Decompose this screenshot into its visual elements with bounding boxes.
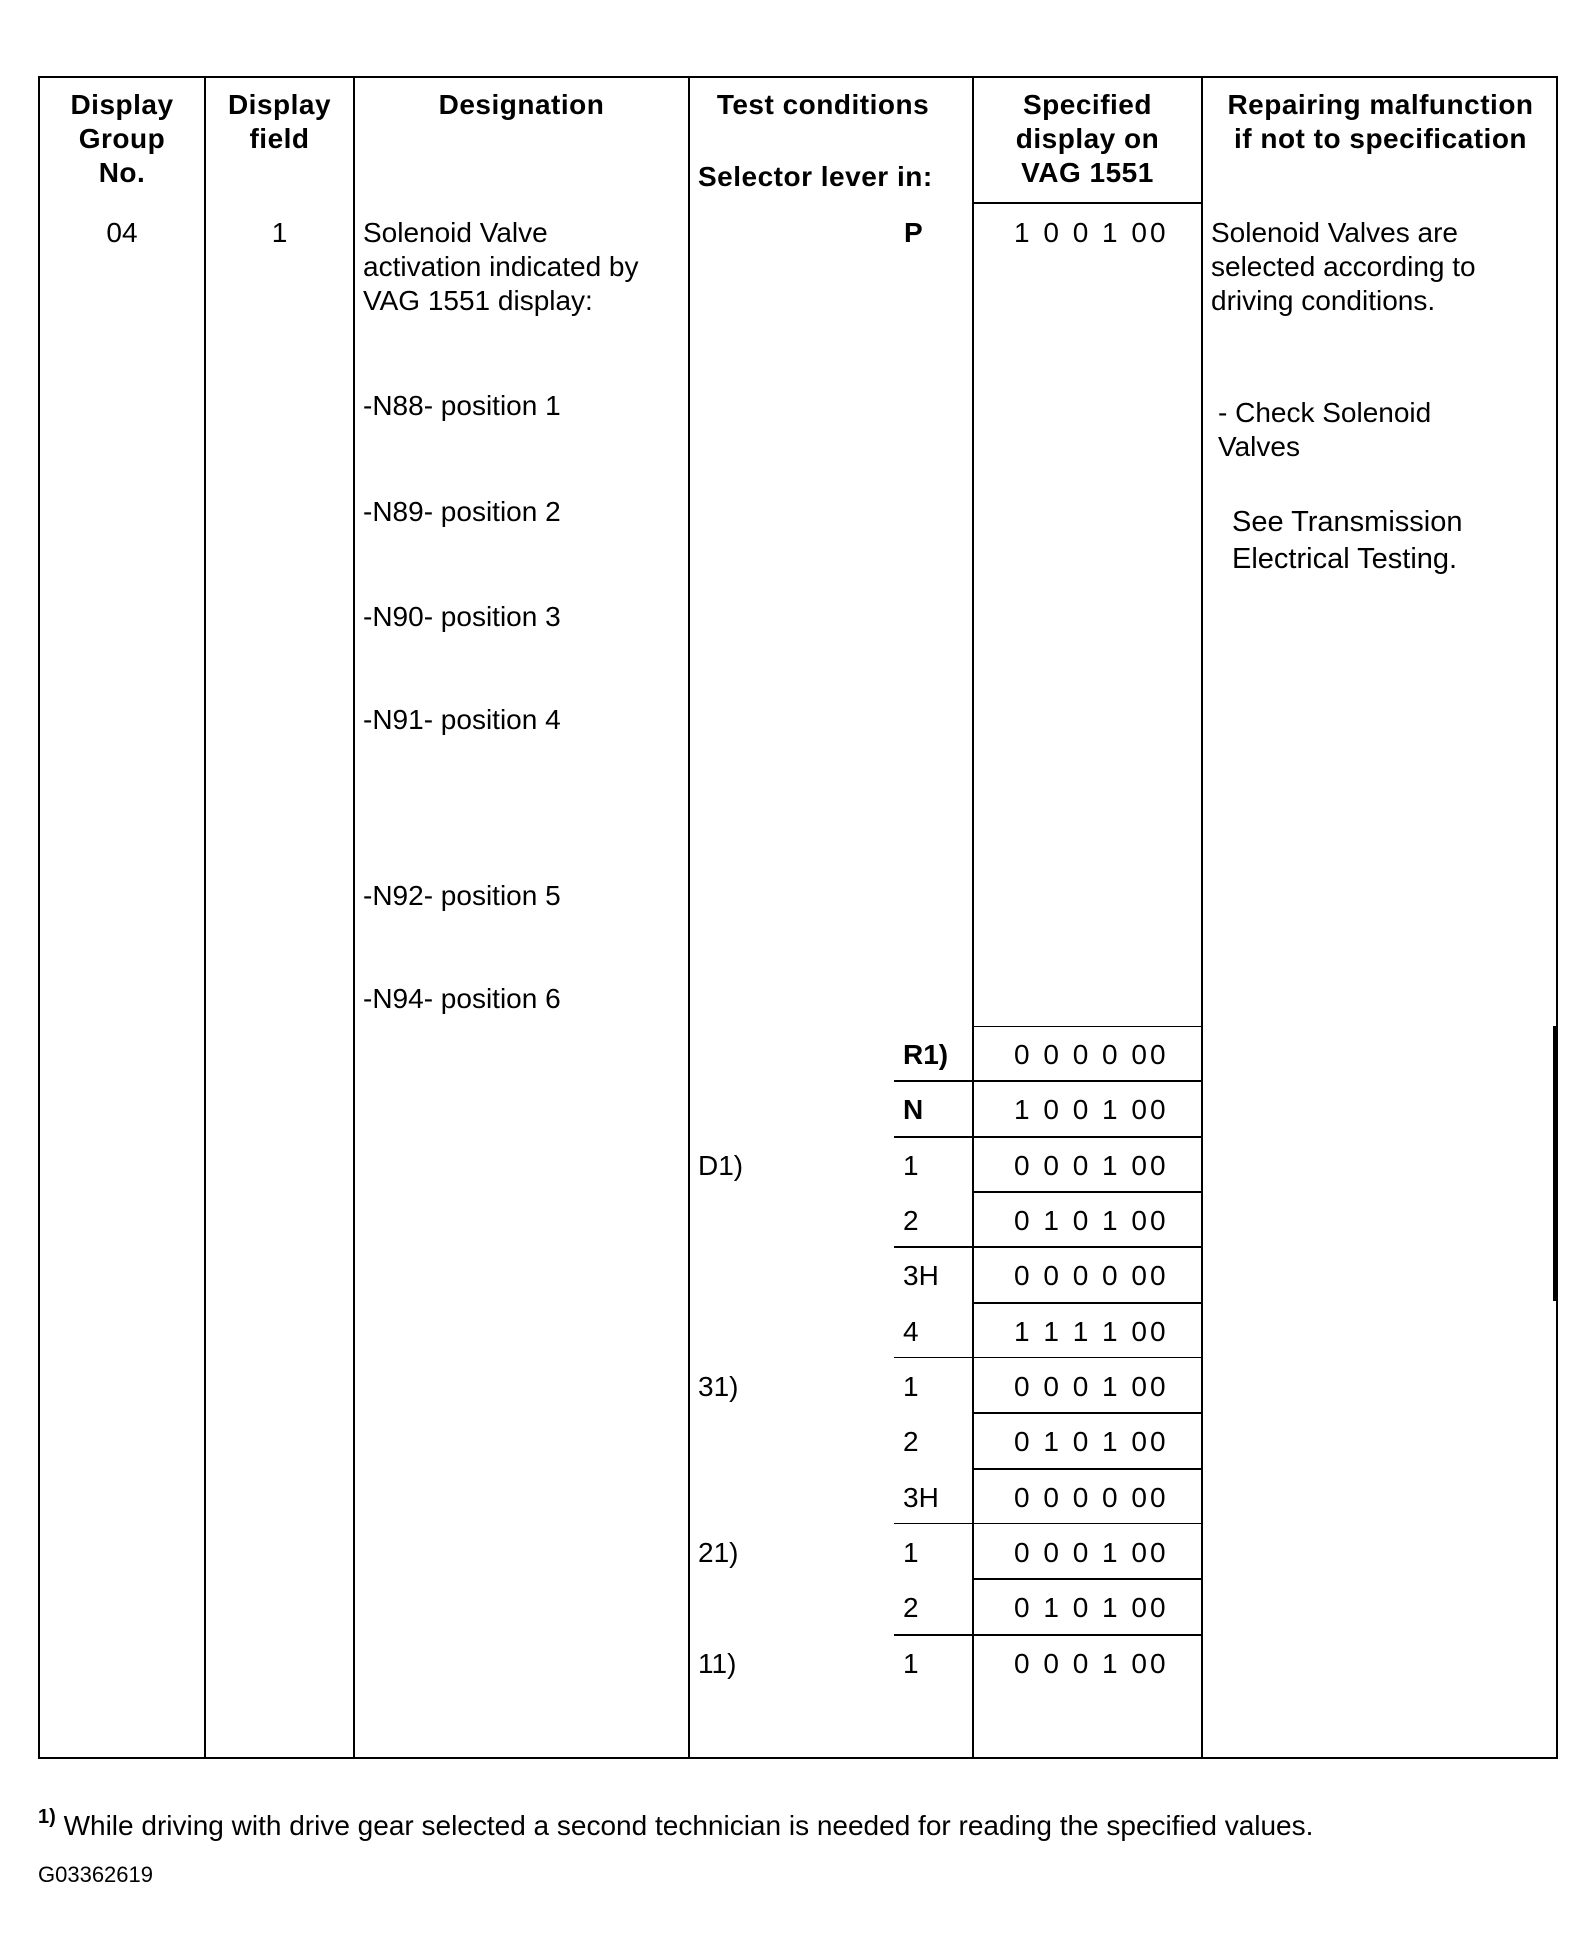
- display-value-d-1: 0 0 0 1 00: [1014, 1150, 1169, 1181]
- header-repair: Repairing malfunction if not to specification: [1227, 89, 1534, 154]
- row-rule-d1-3h: [894, 1246, 1201, 1248]
- row-rule-n: [894, 1080, 1201, 1082]
- header-test-conditions: Test conditions: [716, 89, 930, 120]
- display-value-2-2: 0 1 0 1 00: [1014, 1592, 1169, 1623]
- row-rule-d1: [894, 1136, 1201, 1138]
- display-field: 1: [271, 217, 288, 248]
- display-value-2-1: 0 0 0 1 00: [1014, 1537, 1169, 1568]
- display-value-d-3h: 0 0 0 0 00: [1014, 1260, 1169, 1291]
- selector-group-d: D1): [698, 1150, 744, 1181]
- spec-table: [38, 76, 1558, 1759]
- selector-gear-1-1: 1: [903, 1648, 919, 1679]
- designation-n92: -N92- position 5: [363, 880, 561, 911]
- display-value-d-4: 1 1 1 1 00: [1014, 1316, 1169, 1347]
- selector-group-2: 21): [698, 1537, 739, 1568]
- col-divider-2: [353, 76, 355, 1759]
- selector-gear-d-3h: 3H: [903, 1260, 939, 1291]
- designation-n94: -N94- position 6: [363, 983, 561, 1014]
- row-rule-3-3h: [972, 1468, 1201, 1470]
- designation-n90: -N90- position 3: [363, 601, 561, 632]
- selector-group-3: 31): [698, 1371, 739, 1402]
- selector-gear-n: N: [903, 1094, 924, 1125]
- display-value-3-2: 0 1 0 1 00: [1014, 1426, 1169, 1457]
- header-rule: [972, 202, 1201, 204]
- selector-gear-3-2: 2: [903, 1426, 919, 1457]
- figure-id: G03362619: [38, 1862, 153, 1887]
- header-group-no: Display Group No.: [70, 89, 174, 188]
- header-designation: Designation: [438, 89, 605, 120]
- designation-n89: -N89- position 2: [363, 496, 561, 527]
- display-value-3-1: 0 0 0 1 00: [1014, 1371, 1169, 1402]
- display-value-p: 1 0 0 1 00: [1014, 217, 1169, 248]
- footnote: [38, 1806, 1313, 1842]
- row-rule-r: [972, 1026, 1201, 1027]
- footnote-text: While driving with drive gear selected a second technician is needed for reading the specified values.: [55, 1810, 1314, 1841]
- row-rule-2-1: [894, 1523, 1201, 1524]
- row-rule-d1-2: [972, 1191, 1201, 1193]
- group-number: 04: [106, 217, 138, 248]
- display-value-3-3h: 0 0 0 0 00: [1014, 1482, 1169, 1513]
- designation-n91: -N91- position 4: [363, 704, 561, 735]
- display-value-1-1: 0 0 0 1 00: [1014, 1648, 1169, 1679]
- col-divider-5: [1201, 76, 1203, 1759]
- repair-note: Solenoid Valves are selected according to driving conditions.: [1211, 217, 1476, 316]
- col-divider-4: [972, 76, 974, 1759]
- row-rule-3-1: [894, 1357, 1201, 1358]
- repair-see-testing: See Transmission Electrical Testing.: [1232, 506, 1463, 575]
- selector-gear-2-2: 2: [903, 1592, 919, 1623]
- selector-gear-2-1: 1: [903, 1537, 919, 1568]
- row-rule-2-2: [972, 1578, 1201, 1580]
- selector-gear-r: R1): [903, 1039, 949, 1070]
- display-value-d-2: 0 1 0 1 00: [1014, 1205, 1169, 1236]
- selector-gear-d-4: 4: [903, 1316, 919, 1347]
- selector-gear-d-2: 2: [903, 1205, 919, 1236]
- selector-group-1: 11): [698, 1648, 737, 1679]
- selector-gear-p: P: [904, 217, 923, 248]
- display-value-r: 0 0 0 0 00: [1014, 1039, 1169, 1070]
- selector-gear-d-1: 1: [903, 1150, 919, 1181]
- row-rule-3-2: [972, 1412, 1201, 1414]
- row-rule-1-1: [894, 1634, 1201, 1636]
- col-divider-3: [688, 76, 690, 1759]
- right-edge-accent: [1553, 1026, 1556, 1301]
- footnote-marker: 1): [38, 1806, 56, 1828]
- repair-check-valves: - Check Solenoid Valves: [1218, 397, 1432, 462]
- designation-intro: Solenoid Valve activation indicated by VAG 1551 display:: [363, 217, 639, 316]
- col-divider-1: [204, 76, 206, 1759]
- designation-n88: -N88- position 1: [363, 390, 561, 421]
- header-selector-lever: Selector lever in:: [698, 161, 933, 192]
- header-display-field: Display field: [227, 89, 332, 154]
- header-specified-display: Specified display on VAG 1551: [1015, 89, 1160, 188]
- display-value-n: 1 0 0 1 00: [1014, 1094, 1169, 1125]
- row-rule-d1-4: [972, 1302, 1201, 1304]
- selector-gear-3-1: 1: [903, 1371, 919, 1402]
- selector-gear-3-3h: 3H: [903, 1482, 939, 1513]
